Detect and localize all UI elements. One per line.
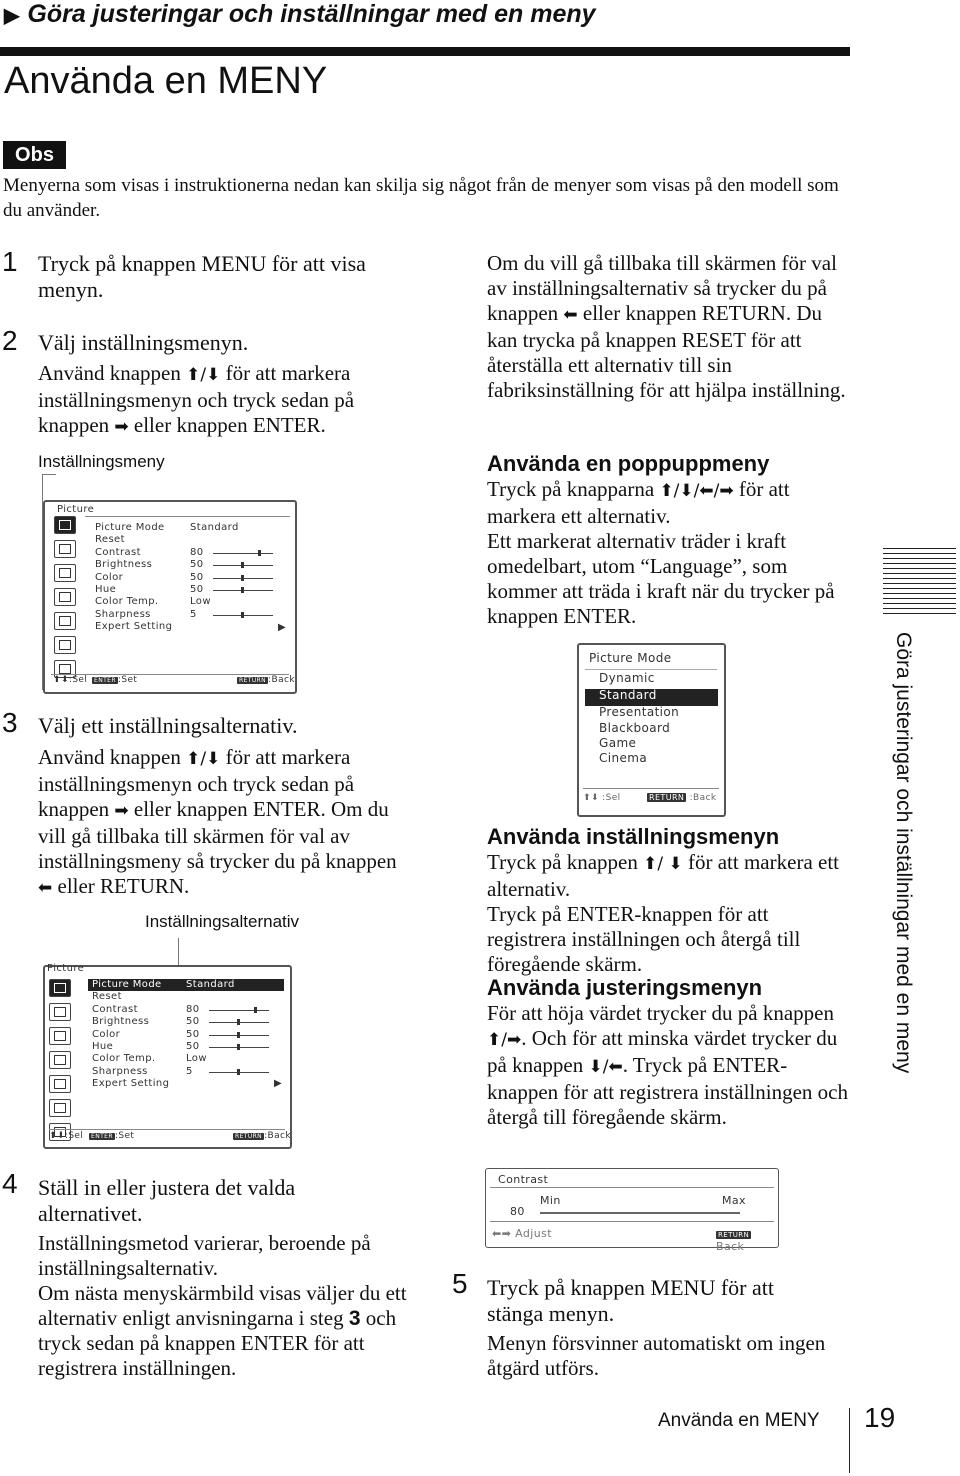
adjust-max-label: Max [722, 1194, 746, 1207]
settings-heading: Använda inställningsmenyn [487, 824, 780, 849]
down-left-arrow-icon: ⬇/⬅ [588, 1057, 623, 1077]
popup-body: Tryck på knapparna ⬆/⬇/⬅/➡ för att markera ett alternativ. Ett markerat alternativ träder i kraft omedelbart, utom “Language”, som kommer att träda i kraft när du trycker på knappen ENTER. [487, 477, 835, 628]
popup-option[interactable]: Dynamic [599, 671, 655, 685]
menu-value [190, 534, 239, 546]
submenu-arrow-icon[interactable]: ▶ [274, 1078, 282, 1089]
step-5-body: Menyn försvinner automatiskt om ingen åtgärd utförs. [487, 1331, 826, 1380]
footer-title: Använda en MENY [658, 1410, 820, 1431]
menu-items [92, 979, 169, 1091]
menu-item[interactable]: Hue [92, 1041, 114, 1053]
step-3-number: 3 [2, 707, 18, 738]
menu-footer-sel: ⬆⬇:Sel [49, 1131, 84, 1141]
return-paragraph: Om du vill gå tillbaka till skärmen för val av inställningsalternativ så trycker du på knappen ⬅ eller knappen RETURN. Du kan trycka på knappen RESET för att återställa ett alternativ till sin fabriksinställning för att hjälpa inställning. [487, 251, 846, 402]
menu-item[interactable]: Contrast [95, 546, 141, 558]
installation-icon[interactable] [54, 636, 76, 654]
menu-value: Standard [190, 522, 239, 533]
menu-item[interactable]: Color [92, 1028, 121, 1040]
up-down-arrow-icon: ⬆/⬇ [186, 365, 221, 385]
callout-line [42, 474, 56, 475]
connection-icon[interactable] [49, 1075, 71, 1093]
adjust-slider-track[interactable] [540, 1212, 740, 1214]
up-down-buttons-icon: ⬆⬇ [583, 793, 599, 803]
screen-icon[interactable] [49, 1003, 71, 1021]
popup-option[interactable]: Blackboard [599, 721, 671, 735]
popup-heading: Använda en poppuppmeny [487, 451, 770, 476]
menu-footer-set: ENTER :Set [91, 1131, 135, 1141]
screen-icon[interactable] [54, 540, 76, 558]
menu-values [186, 979, 235, 1078]
menu-footer-sel: ⬆⬇:Sel [53, 675, 88, 685]
step-4-title: Ställ in eller justera det valda alternativet. [38, 1175, 296, 1226]
setup-icon[interactable] [54, 564, 76, 582]
adjust-value: 80 [510, 1205, 525, 1218]
function-icon[interactable] [49, 1051, 71, 1069]
menu-value: Low [186, 1053, 207, 1065]
obs-text: Menyerna som visas i instruktionerna nedan kan skilja sig något från de menyer som visas på den modell som du använder. [3, 175, 839, 221]
installation-icon[interactable] [49, 1099, 71, 1117]
menu-item[interactable]: Expert Setting [92, 1078, 170, 1090]
step-2-number: 2 [2, 325, 18, 356]
menu-item[interactable]: Picture Mode [95, 522, 165, 533]
popup-option[interactable]: Presentation [599, 705, 680, 719]
menu-values [190, 522, 239, 621]
menu-tab-label: Picture [47, 963, 85, 974]
up-right-arrow-icon: ⬆/➡ [487, 1030, 522, 1050]
menu-item[interactable]: Reset [92, 991, 122, 1003]
menu-icon-column [54, 516, 76, 684]
menu-value: 80 [186, 1003, 200, 1015]
adjust-body: För att höja värdet trycker du på knappen ⬆/➡. Och för att minska värdet trycker du på knappen ⬇/⬅. Tryck på ENTER-knappen för att registrera inställningen och återgå till föregående skärm. [487, 1001, 848, 1129]
popup-footer-back: RETURN :Back [649, 793, 717, 803]
menu-footer-set: ENTER :Set [94, 675, 138, 685]
menu-item[interactable]: Reset [95, 534, 125, 546]
step-2-body: Använd knappen ⬆/⬇ för att markera inställningsmenyn och tryck sedan på knappen ➡ eller knappen ENTER. [38, 361, 355, 437]
menu-value: 50 [190, 559, 204, 571]
menu-value: 50 [186, 1016, 200, 1028]
menu-footer-back: RETURN :Back [239, 675, 295, 685]
right-arrow-icon: ➡ [114, 801, 129, 821]
step-1-number: 1 [2, 246, 18, 277]
menu-value: 80 [190, 546, 204, 558]
popup-option[interactable]: Cinema [599, 751, 648, 765]
settings-body: Tryck på knappen ⬆/ ⬇ för att markera ett alternativ. Tryck på ENTER-knappen för att registrera inställningen och återgå till föregående skärm. [487, 850, 839, 976]
up-down-arrow-icon: ⬆/⬇ [186, 749, 221, 769]
menu-item[interactable]: Color [95, 571, 124, 583]
popup-menu-screen [577, 643, 726, 817]
caption-settings-menu: Inställningsmeny [38, 452, 165, 471]
popup-option[interactable]: Game [599, 736, 637, 750]
up-down-arrow-icon: ⬆/ ⬇ [643, 854, 683, 874]
menu-item-selected[interactable]: Picture Mode [92, 979, 162, 990]
menu-item[interactable]: Color Temp. [95, 596, 159, 608]
step-1-title: Tryck på knappen MENU för att visa menyn. [38, 251, 366, 302]
popup-option-selected[interactable]: Standard [599, 688, 657, 702]
left-arrow-icon: ⬅ [38, 878, 53, 898]
menu-value: Standard [186, 979, 235, 990]
menu-item[interactable]: Contrast [92, 1003, 138, 1015]
function-icon[interactable] [54, 588, 76, 606]
menu-value [186, 991, 235, 1003]
obs-label: Obs [3, 141, 66, 169]
popup-menu-title: Picture Mode [589, 651, 672, 665]
popup-footer-sel: ⬆⬇ :Sel [583, 793, 621, 803]
menu-value: 5 [186, 1065, 193, 1077]
footer-divider [849, 1408, 850, 1473]
left-right-buttons-icon: ⬅➡ [492, 1227, 512, 1240]
contrast-slider[interactable] [209, 1010, 269, 1011]
menu-item[interactable]: Sharpness [95, 608, 151, 620]
step-5-title: Tryck på knappen MENU för att stänga menyn. [487, 1275, 774, 1326]
side-tab-stripes [883, 548, 956, 620]
section-title: ▶ Göra justeringar och inställningar med en meny [4, 0, 596, 28]
menu-item[interactable]: Hue [95, 584, 117, 596]
page-title: Använda en MENY [4, 60, 328, 102]
menu-value: 5 [190, 608, 197, 620]
menu-value: 50 [190, 584, 204, 596]
four-way-arrow-icon: ⬆/⬇/⬅/➡ [659, 481, 734, 501]
up-down-buttons-icon: ⬆⬇ [49, 1131, 65, 1141]
menu-item[interactable]: Sharpness [92, 1065, 148, 1077]
adjust-min-label: Min [540, 1194, 561, 1207]
adjust-footer-adjust: ⬅➡ Adjust [492, 1227, 552, 1240]
submenu-arrow-icon[interactable]: ▶ [278, 622, 286, 633]
step-4-body: Inställningsmetod varierar, beroende på inställningsalternativ. Om nästa menyskärmbild visas väljer du ett alternativ enligt anvisningarna i steg 3 och tryck sedan på knappen ENTER för att registrera inställningen. [38, 1231, 407, 1380]
picture-icon[interactable] [49, 979, 71, 997]
up-down-buttons-icon: ⬆⬇ [53, 675, 69, 685]
step-2-title: Välj inställningsmenyn. [38, 330, 249, 355]
contrast-slider[interactable] [213, 553, 273, 554]
picture-icon[interactable] [54, 516, 76, 534]
triangle-icon: ▶ [4, 5, 20, 27]
step-4-number: 4 [2, 1168, 18, 1199]
caption-settings-item: Inställningsalternativ [145, 912, 300, 931]
menu-tab-label: Picture [57, 504, 95, 515]
top-rule [0, 47, 850, 56]
step-5-number: 5 [452, 1268, 468, 1299]
popup-options [599, 670, 679, 766]
settings-item-screen [43, 965, 292, 1149]
menu-item[interactable]: Expert Setting [95, 621, 173, 633]
menu-value: 50 [186, 1041, 200, 1053]
page-number: 19 [864, 1402, 896, 1433]
adjust-footer-back: RETURN Back [716, 1231, 750, 1253]
menu-items [95, 522, 172, 634]
side-tab-label: Göra justeringar och inställningar med en meny [892, 632, 915, 1074]
menu-footer-back: RETURN :Back [235, 1131, 291, 1141]
setup-icon[interactable] [49, 1027, 71, 1045]
left-arrow-icon: ⬅ [563, 305, 578, 325]
menu-item[interactable]: Brightness [92, 1016, 150, 1028]
adjust-heading: Använda justeringsmenyn [487, 975, 763, 1000]
menu-value: 50 [190, 571, 204, 583]
step-3-body: Använd knappen ⬆/⬇ för att markera inställningsmenyn och tryck sedan på knappen ➡ eller knappen ENTER. Om du vill gå tillbaka till skärmen för val av inställningsmeny så trycker du på knappen ⬅ eller RETURN. [38, 745, 397, 898]
menu-value: 50 [186, 1028, 200, 1040]
right-arrow-icon: ➡ [114, 417, 129, 437]
adjust-menu-screen [485, 1168, 779, 1253]
connection-icon[interactable] [54, 612, 76, 630]
step-3-title: Välj ett inställningsalternativ. [38, 713, 298, 738]
menu-item[interactable]: Brightness [95, 559, 153, 571]
adjust-menu-title: Contrast [498, 1173, 549, 1186]
menu-item[interactable]: Color Temp. [92, 1053, 156, 1065]
menu-icon-column [49, 979, 71, 1147]
menu-value: Low [190, 596, 211, 608]
settings-menu-screen [43, 500, 297, 694]
